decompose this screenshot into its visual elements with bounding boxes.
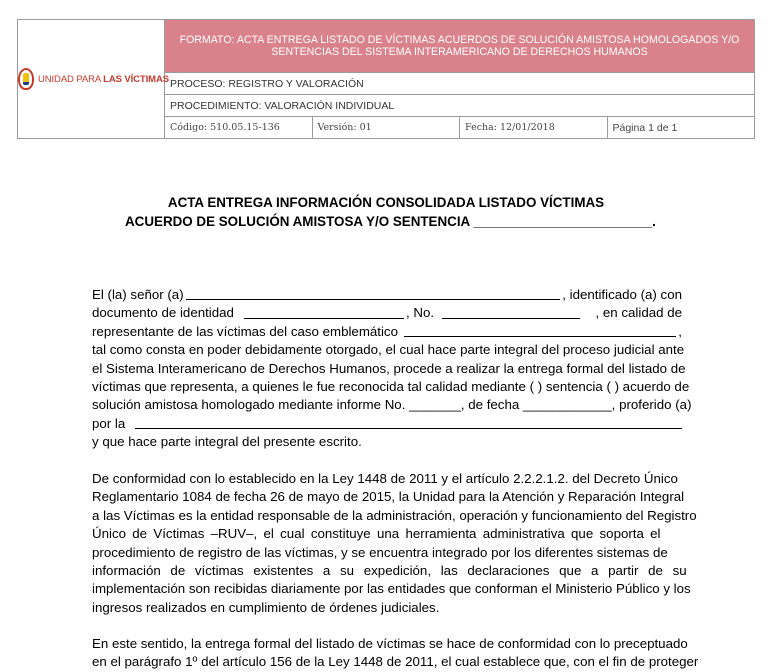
paragraph-legal-basis (92, 470, 697, 617)
text-line: el Sistema Interamericano de Derechos Humanos, procede a realizar la entrega formal del listado de (92, 360, 686, 376)
document-header (17, 19, 755, 139)
document-title-line-1: ACTA ENTREGA INFORMACIÓN CONSOLIDADA LISTADO VÍCTIMAS (167, 195, 605, 210)
text-line: solución amistosa homologado mediante informe No. _______, de fecha ____________, proferido (a) (92, 397, 692, 413)
case-blank[interactable] (404, 323, 676, 337)
text-line (92, 286, 682, 304)
procedure-field: PROCEDIMIENTO: VALORACIÓN INDIVIDUAL (165, 95, 755, 117)
text-segment: documento de identidad (92, 305, 234, 321)
entity-blank[interactable] (135, 415, 682, 429)
logo-text: UNIDAD PARA LAS VÍCTIMAS (38, 73, 169, 85)
text-segment: , No. (405, 305, 435, 321)
text-segment: , identificado (a) con (562, 287, 682, 302)
text-line (92, 323, 682, 341)
text-line (92, 304, 682, 322)
paragraph-delivery (92, 635, 699, 672)
logo-cell (18, 20, 169, 139)
text-line: De conformidad con lo establecido en la Ley 1448 de 2011 y el artículo 2.2.2.1.2. del Decreto Único (92, 471, 678, 486)
text-line: En este sentido, la entrega formal del listado de víctimas se hace de conformidad con lo preceptuado (92, 636, 688, 651)
format-title: FORMATO: ACTA ENTREGA LISTADO DE VÍCTIMAS ACUERDOS DE SOLUCIÓN AMISTOSA HOMOLOGADOS Y/O SENTENCIAS DEL SISTEMA INTERAMERICANO DE DERECHOS HUMANOS (165, 20, 755, 73)
text-segment: , (678, 323, 682, 339)
document-number-blank[interactable] (442, 304, 580, 318)
text-line: Reglamentario 1084 de fecha 26 de mayo de 2015, la Unidad para la Atención y Reparación Integral (92, 489, 685, 505)
text-line: en el parágrafo 1º del artículo 156 de la Ley 1448 de 2011, el cual establece que, con el fin de proteger (92, 654, 699, 670)
text-line: tal como consta en poder debidamente otorgado, el cual hace parte integral del proceso judicial ante (92, 342, 685, 358)
code-field: Código: 510.05.15-136 (165, 117, 313, 139)
text-line: Único de Víctimas –RUV–, el cual constituye una herramienta administrativa que soporta el (92, 526, 661, 542)
page-number: Página 1 de 1 (607, 117, 755, 139)
text-line: víctimas que representa, a quienes le fue reconocida tal calidad mediante ( ) sentencia ( ) acuerdo de (92, 379, 690, 395)
name-blank[interactable] (186, 286, 561, 300)
text-segment: por la (92, 415, 126, 431)
text-line: y que hace parte integral del presente escrito. (92, 434, 362, 450)
text-line: información de víctimas existentes a su expedición, las declaraciones que a partir de su (92, 563, 687, 579)
colombia-seal-icon (18, 68, 34, 90)
text-line: ingresos realizados en cumplimiento de órdenes judiciales. (92, 599, 440, 615)
date-field: Fecha: 12/01/2018 (460, 117, 608, 139)
paragraph-representative (92, 286, 692, 452)
document-title-line-2: ACUERDO DE SOLUCIÓN AMISTOSA Y/O SENTENCIA ________________________. (125, 214, 656, 229)
text-line: procedimiento de registro de las víctimas, y se encuentra integrado por los diferentes sistemas de (92, 544, 668, 560)
text-line: implementación son recibidas diariamente por las entidades que conforman el Ministerio Público y los (92, 581, 691, 597)
text-line: a las Víctimas es la entidad responsable de la administración, operación y funcionamiento del Registro (92, 507, 697, 523)
document-type-blank[interactable] (244, 304, 404, 318)
text-line (92, 415, 682, 433)
unidad-victimas-logo (18, 68, 169, 90)
text-segment: , en calidad de (595, 305, 682, 321)
text-segment: representante de las víctimas del caso emblemático (92, 323, 398, 339)
version-field: Versión: 01 (312, 117, 460, 139)
text-segment: El (la) señor (a) (92, 287, 184, 302)
process-field: PROCESO: REGISTRO Y VALORACIÓN (165, 73, 755, 95)
